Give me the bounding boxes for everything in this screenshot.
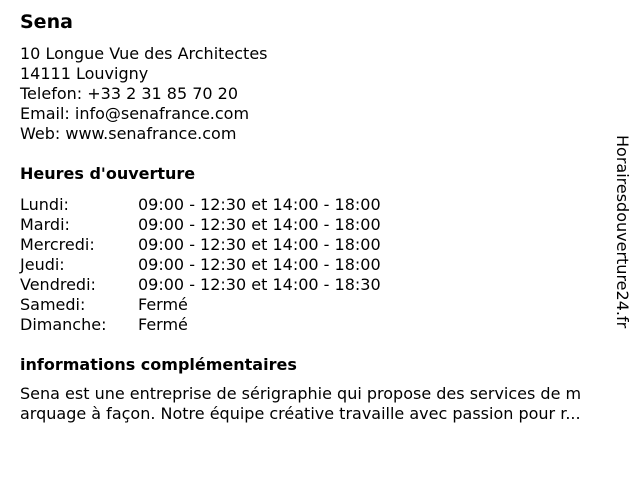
day-label: Samedi: [20,295,86,314]
description-line: arquage à façon. Notre équipe créative travaille avec passion pour r... [20,404,581,423]
site-watermark: Horairesdouverture24.fr [613,135,632,329]
phone-line: Telefon: +33 2 31 85 70 20 [20,84,239,103]
description-text [20,384,630,424]
address-street: 10 Longue Vue des Architectes [20,44,268,63]
hours-row-thursday [20,255,440,275]
email-line: Email: info@senafrance.com [20,104,250,123]
hours-row-saturday [20,295,440,315]
info-heading: informations complémentaires [20,355,297,374]
hours-row-monday [20,195,440,215]
address-city: 14111 Louvigny [20,64,149,83]
day-label: Mercredi: [20,235,95,254]
time-value: Fermé [138,295,188,314]
time-value: 09:00 - 12:30 et 14:00 - 18:00 [138,255,381,274]
hours-row-friday [20,275,440,295]
web-line: Web: www.senafrance.com [20,124,237,143]
day-label: Lundi: [20,195,69,214]
description-line: Sena est une entreprise de sérigraphie qui propose des services de m [20,384,582,403]
time-value: 09:00 - 12:30 et 14:00 - 18:00 [138,195,381,214]
time-value: 09:00 - 12:30 et 14:00 - 18:00 [138,215,381,234]
day-label: Dimanche: [20,315,107,334]
time-value: 09:00 - 12:30 et 14:00 - 18:30 [138,275,381,294]
hours-row-wednesday [20,235,440,255]
day-label: Jeudi: [20,255,65,274]
hours-row-sunday [20,315,440,335]
business-name: Sena [20,11,73,33]
hours-row-tuesday [20,215,440,235]
hours-heading: Heures d'ouverture [20,164,196,183]
time-value: Fermé [138,315,188,334]
day-label: Mardi: [20,215,70,234]
day-label: Vendredi: [20,275,96,294]
hours-table [20,195,440,335]
contact-block [20,44,268,144]
time-value: 09:00 - 12:30 et 14:00 - 18:00 [138,235,381,254]
